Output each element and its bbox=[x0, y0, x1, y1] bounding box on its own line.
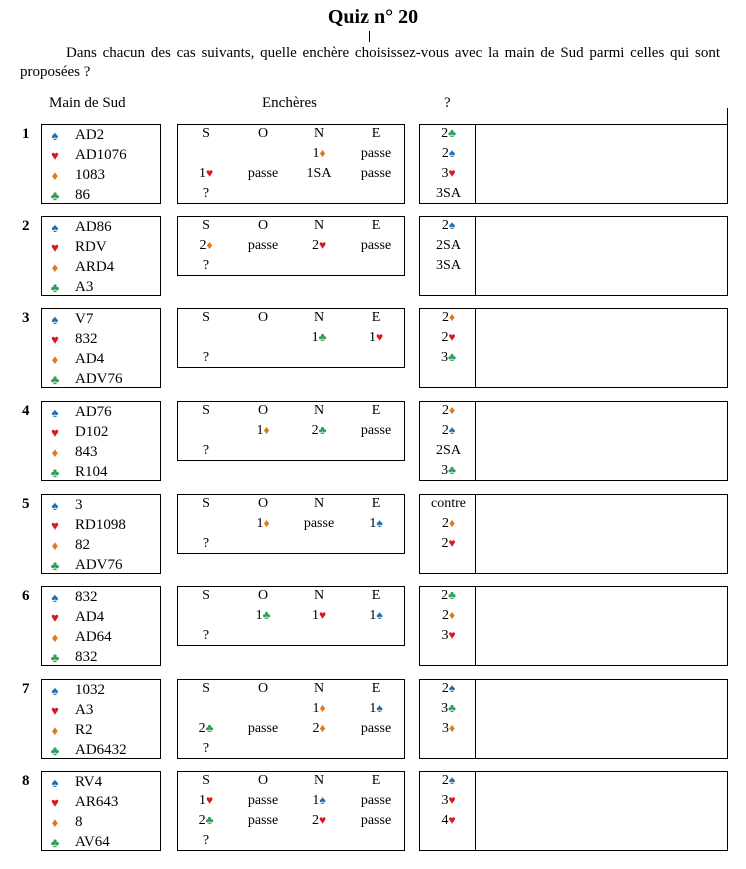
spade-icon: ♠ bbox=[51, 775, 59, 790]
diamond-icon: ♦ bbox=[51, 445, 59, 460]
hand-suit-line bbox=[42, 404, 160, 424]
text-cursor bbox=[369, 31, 370, 42]
auction-seat-header: E bbox=[371, 310, 381, 325]
south-hand bbox=[41, 124, 161, 204]
header-choice: ? bbox=[444, 95, 451, 111]
auction-seat-header: O bbox=[257, 403, 269, 418]
auction-seat-header: O bbox=[257, 218, 269, 233]
bid-choice[interactable]: 3♣ bbox=[441, 701, 456, 716]
auction-bid bbox=[178, 516, 234, 535]
hand-cards: R2 bbox=[75, 722, 93, 738]
bid-choice[interactable]: 2♥ bbox=[441, 330, 456, 345]
auction-table bbox=[177, 494, 405, 554]
auction-bid bbox=[348, 443, 404, 462]
bid-choice[interactable]: 2♦ bbox=[441, 608, 456, 623]
answer-field[interactable] bbox=[475, 124, 728, 204]
auction-bid: 2♣ bbox=[198, 813, 214, 828]
bid-choice[interactable]: 3♦ bbox=[441, 721, 456, 736]
auction-bid: 1♦ bbox=[312, 146, 326, 161]
hand-suit-line bbox=[42, 814, 160, 834]
hand-cards: AD6432 bbox=[75, 742, 127, 758]
page-title: Quiz n° 20 bbox=[327, 6, 419, 28]
auction-seat-header: O bbox=[257, 681, 269, 696]
auction-bid bbox=[348, 741, 404, 760]
club-icon: ♣ bbox=[50, 650, 60, 665]
diamond-icon: ♦ bbox=[51, 260, 59, 275]
hand-suit-line bbox=[42, 219, 160, 239]
hand-cards: AD86 bbox=[75, 219, 112, 235]
hand-cards: AV64 bbox=[75, 834, 110, 850]
hand-suit-line bbox=[42, 557, 160, 577]
auction-bid: ? bbox=[202, 833, 210, 848]
bid-choices bbox=[419, 771, 476, 851]
club-icon: ♣ bbox=[50, 835, 60, 850]
hand-cards: AR643 bbox=[75, 794, 119, 810]
auction-table bbox=[177, 771, 405, 851]
bid-choice[interactable]: 3♥ bbox=[441, 628, 456, 643]
bid-choice[interactable]: 3♣ bbox=[441, 350, 456, 365]
diamond-icon: ♦ bbox=[51, 352, 59, 367]
hand-cards: AD76 bbox=[75, 404, 112, 420]
auction-bid: 2♣ bbox=[198, 721, 214, 736]
auction-seat-header: E bbox=[371, 773, 381, 788]
auction-seat-header: S bbox=[202, 218, 210, 233]
auction-seat-header: E bbox=[371, 496, 381, 511]
problem-number: 3 bbox=[22, 310, 30, 326]
hand-suit-line bbox=[42, 351, 160, 371]
auction-bid: ? bbox=[202, 350, 210, 365]
south-hand bbox=[41, 216, 161, 296]
auction-bid bbox=[235, 258, 291, 277]
problem-number: 7 bbox=[22, 681, 30, 697]
auction-table bbox=[177, 679, 405, 759]
hand-cards: AD1076 bbox=[75, 147, 127, 163]
hand-suit-line bbox=[42, 239, 160, 259]
spade-icon: ♠ bbox=[51, 590, 59, 605]
auction-bid bbox=[178, 423, 234, 442]
hand-cards: 843 bbox=[75, 444, 98, 460]
auction-table bbox=[177, 586, 405, 646]
auction-bid: passe bbox=[247, 793, 279, 808]
auction-bid bbox=[291, 186, 347, 205]
hand-suit-line bbox=[42, 464, 160, 484]
hand-suit-line bbox=[42, 147, 160, 167]
auction-bid bbox=[235, 628, 291, 647]
hand-cards: AD2 bbox=[75, 127, 105, 143]
hand-cards: ARD4 bbox=[75, 259, 115, 275]
bid-choices bbox=[419, 216, 476, 296]
hand-cards: ADV76 bbox=[75, 371, 123, 387]
south-hand bbox=[41, 494, 161, 574]
heart-icon: ♥ bbox=[51, 795, 59, 810]
auction-bid bbox=[291, 628, 347, 647]
auction-bid: 1♠ bbox=[369, 516, 383, 531]
bid-choice[interactable]: 2♦ bbox=[441, 403, 456, 418]
auction-bid: passe bbox=[360, 813, 392, 828]
problem-number: 4 bbox=[22, 403, 30, 419]
spade-icon: ♠ bbox=[51, 683, 59, 698]
auction-seat-header: N bbox=[313, 588, 325, 603]
auction-bid bbox=[348, 258, 404, 277]
auction-bid: 1♦ bbox=[256, 516, 270, 531]
auction-seat-header: E bbox=[371, 126, 381, 141]
hand-cards: RD1098 bbox=[75, 517, 126, 533]
club-icon: ♣ bbox=[50, 188, 60, 203]
hand-cards: AD64 bbox=[75, 629, 112, 645]
hand-suit-line bbox=[42, 444, 160, 464]
hand-cards: V7 bbox=[75, 311, 94, 327]
hand-suit-line bbox=[42, 589, 160, 609]
auction-bid: 1♥ bbox=[198, 166, 214, 181]
auction-seat-header: E bbox=[371, 403, 381, 418]
auction-bid: 1♠ bbox=[369, 701, 383, 716]
hand-suit-line bbox=[42, 517, 160, 537]
problem-number: 5 bbox=[22, 496, 30, 512]
hand-cards: 86 bbox=[75, 187, 90, 203]
auction-seat-header: N bbox=[313, 496, 325, 511]
hand-suit-line bbox=[42, 794, 160, 814]
auction-seat-header: S bbox=[202, 126, 210, 141]
club-icon: ♣ bbox=[50, 558, 60, 573]
auction-seat-header: E bbox=[371, 218, 381, 233]
heart-icon: ♥ bbox=[51, 518, 59, 533]
hand-cards: A3 bbox=[75, 702, 94, 718]
auction-table bbox=[177, 401, 405, 461]
heart-icon: ♥ bbox=[51, 240, 59, 255]
auction-bid: ? bbox=[202, 443, 210, 458]
auction-bid bbox=[348, 186, 404, 205]
auction-bid: ? bbox=[202, 741, 210, 756]
hand-cards: AD4 bbox=[75, 351, 105, 367]
auction-bid: 1♣ bbox=[255, 608, 271, 623]
auction-seat-header: N bbox=[313, 403, 325, 418]
auction-bid: 1♦ bbox=[256, 423, 270, 438]
auction-seat-header: N bbox=[313, 310, 325, 325]
auction-bid: 1♥ bbox=[198, 793, 214, 808]
auction-bid bbox=[348, 536, 404, 555]
auction-bid: passe bbox=[360, 238, 392, 253]
hand-cards: AD4 bbox=[75, 609, 105, 625]
hand-suit-line bbox=[42, 187, 160, 207]
auction-table bbox=[177, 308, 405, 368]
auction-bid bbox=[291, 741, 347, 760]
auction-bid: ? bbox=[202, 186, 210, 201]
bid-choice[interactable]: 2SA bbox=[436, 443, 461, 458]
auction-bid: passe bbox=[303, 516, 335, 531]
hand-suit-line bbox=[42, 127, 160, 147]
auction-bid bbox=[178, 146, 234, 165]
auction-bid bbox=[235, 350, 291, 369]
hand-cards: A3 bbox=[75, 279, 94, 295]
hand-cards: 832 bbox=[75, 331, 98, 347]
auction-bid: passe bbox=[360, 793, 392, 808]
bid-choices bbox=[419, 586, 476, 666]
auction-seat-header: O bbox=[257, 126, 269, 141]
bid-choice[interactable]: 2♠ bbox=[441, 218, 456, 233]
auction-bid: ? bbox=[202, 536, 210, 551]
auction-bid bbox=[235, 146, 291, 165]
problem-number: 2 bbox=[22, 218, 30, 234]
auction-seat-header: N bbox=[313, 126, 325, 141]
auction-seat-header: S bbox=[202, 681, 210, 696]
auction-bid bbox=[291, 833, 347, 852]
auction-bid: 2♦ bbox=[312, 721, 326, 736]
bid-choices bbox=[419, 401, 476, 481]
club-icon: ♣ bbox=[50, 280, 60, 295]
answer-field[interactable] bbox=[475, 308, 728, 388]
auction-seat-header: S bbox=[202, 496, 210, 511]
hand-cards: RV4 bbox=[75, 774, 103, 790]
answer-field[interactable] bbox=[475, 216, 728, 296]
hand-cards: 8 bbox=[75, 814, 83, 830]
bid-choice[interactable]: 2♠ bbox=[441, 423, 456, 438]
auction-bid: passe bbox=[360, 423, 392, 438]
auction-seat-header: S bbox=[202, 588, 210, 603]
auction-bid: 2♦ bbox=[199, 238, 213, 253]
hand-suit-line bbox=[42, 834, 160, 854]
auction-seat-header: S bbox=[202, 403, 210, 418]
header-auction: Enchères bbox=[262, 95, 317, 111]
hand-suit-line bbox=[42, 167, 160, 187]
bid-choice[interactable]: 2♥ bbox=[441, 536, 456, 551]
auction-bid: 1♦ bbox=[312, 701, 326, 716]
hand-cards: RDV bbox=[75, 239, 107, 255]
hand-cards: D102 bbox=[75, 424, 109, 440]
bid-choice[interactable]: contre bbox=[431, 496, 466, 511]
hand-suit-line bbox=[42, 497, 160, 517]
bid-choice[interactable]: 2♠ bbox=[441, 773, 456, 788]
hand-cards: ADV76 bbox=[75, 557, 123, 573]
auction-seat-header: N bbox=[313, 773, 325, 788]
auction-bid bbox=[348, 628, 404, 647]
hand-suit-line bbox=[42, 424, 160, 444]
auction-bid bbox=[235, 443, 291, 462]
auction-bid: 2♥ bbox=[311, 238, 327, 253]
auction-bid bbox=[291, 443, 347, 462]
heart-icon: ♥ bbox=[51, 332, 59, 347]
problem-number: 8 bbox=[22, 773, 30, 789]
auction-bid: 1♠ bbox=[369, 608, 383, 623]
auction-seat-header: O bbox=[257, 496, 269, 511]
spade-icon: ♠ bbox=[51, 498, 59, 513]
bid-choice[interactable]: 2♣ bbox=[441, 588, 456, 603]
auction-bid bbox=[235, 833, 291, 852]
hand-cards: 832 bbox=[75, 589, 98, 605]
diamond-icon: ♦ bbox=[51, 168, 59, 183]
auction-bid: passe bbox=[360, 721, 392, 736]
bid-choices bbox=[419, 494, 476, 574]
club-icon: ♣ bbox=[50, 743, 60, 758]
diamond-icon: ♦ bbox=[51, 630, 59, 645]
auction-bid: passe bbox=[247, 166, 279, 181]
auction-bid: 2♥ bbox=[311, 813, 327, 828]
auction-bid: passe bbox=[247, 813, 279, 828]
hand-suit-line bbox=[42, 682, 160, 702]
auction-bid bbox=[235, 536, 291, 555]
auction-bid: 2♣ bbox=[311, 423, 327, 438]
spade-icon: ♠ bbox=[51, 405, 59, 420]
heart-icon: ♥ bbox=[51, 425, 59, 440]
auction-table bbox=[177, 216, 405, 276]
south-hand bbox=[41, 771, 161, 851]
auction-bid: ? bbox=[202, 258, 210, 273]
hand-cards: 1032 bbox=[75, 682, 105, 698]
auction-seat-header: E bbox=[371, 588, 381, 603]
auction-bid: 1SA bbox=[306, 166, 332, 181]
problem-number: 6 bbox=[22, 588, 30, 604]
south-hand bbox=[41, 401, 161, 481]
hand-suit-line bbox=[42, 722, 160, 742]
auction-seat-header: S bbox=[202, 773, 210, 788]
header-hand: Main de Sud bbox=[49, 95, 126, 111]
bid-choice[interactable]: 3♣ bbox=[441, 463, 456, 478]
answer-field[interactable] bbox=[475, 401, 728, 481]
auction-bid bbox=[178, 330, 234, 349]
auction-bid bbox=[291, 536, 347, 555]
auction-seat-header: E bbox=[371, 681, 381, 696]
bid-choice[interactable]: 3SA bbox=[436, 186, 461, 201]
hand-suit-line bbox=[42, 331, 160, 351]
bid-choice[interactable]: 3♥ bbox=[441, 793, 456, 808]
auction-bid: ? bbox=[202, 628, 210, 643]
hand-suit-line bbox=[42, 537, 160, 557]
answer-field[interactable] bbox=[475, 586, 728, 666]
auction-bid bbox=[235, 701, 291, 720]
hand-suit-line bbox=[42, 742, 160, 762]
hand-suit-line bbox=[42, 279, 160, 299]
auction-bid: 1♠ bbox=[312, 793, 326, 808]
problem-number: 1 bbox=[22, 126, 30, 142]
hand-suit-line bbox=[42, 609, 160, 629]
auction-bid: passe bbox=[360, 146, 392, 161]
auction-bid bbox=[291, 350, 347, 369]
answer-field[interactable] bbox=[475, 494, 728, 574]
auction-bid bbox=[348, 350, 404, 369]
bid-choices bbox=[419, 679, 476, 759]
diamond-icon: ♦ bbox=[51, 815, 59, 830]
hand-suit-line bbox=[42, 311, 160, 331]
bid-choices bbox=[419, 308, 476, 388]
heart-icon: ♥ bbox=[51, 703, 59, 718]
hand-cards: R104 bbox=[75, 464, 108, 480]
auction-bid bbox=[235, 330, 291, 349]
bid-choice[interactable]: 2♦ bbox=[441, 516, 456, 531]
auction-bid: 1♥ bbox=[368, 330, 384, 345]
auction-bid bbox=[291, 258, 347, 277]
auction-bid bbox=[178, 608, 234, 627]
auction-bid: passe bbox=[360, 166, 392, 181]
south-hand bbox=[41, 586, 161, 666]
auction-table bbox=[177, 124, 405, 204]
auction-bid: passe bbox=[247, 238, 279, 253]
bid-choice[interactable]: 3SA bbox=[436, 258, 461, 273]
answer-field[interactable] bbox=[475, 771, 728, 851]
auction-seat-header: N bbox=[313, 218, 325, 233]
bid-choice[interactable]: 2♠ bbox=[441, 146, 456, 161]
bid-choice[interactable]: 2♠ bbox=[441, 681, 456, 696]
club-icon: ♣ bbox=[50, 372, 60, 387]
auction-bid: 1♥ bbox=[311, 608, 327, 623]
hand-suit-line bbox=[42, 371, 160, 391]
diamond-icon: ♦ bbox=[51, 538, 59, 553]
auction-seat-header: S bbox=[202, 310, 210, 325]
bid-choice[interactable]: 4♥ bbox=[441, 813, 456, 828]
south-hand bbox=[41, 679, 161, 759]
bid-choice[interactable]: 2♦ bbox=[441, 310, 456, 325]
auction-seat-header: O bbox=[257, 773, 269, 788]
hand-suit-line bbox=[42, 649, 160, 669]
bid-choice[interactable]: 2SA bbox=[436, 238, 461, 253]
auction-seat-header: O bbox=[257, 310, 269, 325]
spade-icon: ♠ bbox=[51, 220, 59, 235]
bid-choices bbox=[419, 124, 476, 204]
auction-bid bbox=[235, 186, 291, 205]
hand-suit-line bbox=[42, 629, 160, 649]
south-hand bbox=[41, 308, 161, 388]
auction-seat-header: O bbox=[257, 588, 269, 603]
bid-choice[interactable]: 3♥ bbox=[441, 166, 456, 181]
spade-icon: ♠ bbox=[51, 128, 59, 143]
heart-icon: ♥ bbox=[51, 148, 59, 163]
heart-icon: ♥ bbox=[51, 610, 59, 625]
bid-choice[interactable]: 2♣ bbox=[441, 126, 456, 141]
hand-suit-line bbox=[42, 774, 160, 794]
hand-suit-line bbox=[42, 259, 160, 279]
auction-bid bbox=[348, 833, 404, 852]
hand-cards: 3 bbox=[75, 497, 83, 513]
auction-bid bbox=[178, 701, 234, 720]
answer-field[interactable] bbox=[475, 679, 728, 759]
auction-bid bbox=[235, 741, 291, 760]
intro-text: Dans chacun des cas suivants, quelle enchère choisissez-vous avec la main de Sud parmi celles qui sont proposées ? bbox=[20, 45, 720, 80]
hand-cards: 1083 bbox=[75, 167, 105, 183]
club-icon: ♣ bbox=[50, 465, 60, 480]
auction-bid: 1♣ bbox=[311, 330, 327, 345]
diamond-icon: ♦ bbox=[51, 723, 59, 738]
auction-seat-header: N bbox=[313, 681, 325, 696]
hand-cards: 832 bbox=[75, 649, 98, 665]
hand-suit-line bbox=[42, 702, 160, 722]
auction-bid: passe bbox=[247, 721, 279, 736]
spade-icon: ♠ bbox=[51, 312, 59, 327]
hand-cards: 82 bbox=[75, 537, 90, 553]
